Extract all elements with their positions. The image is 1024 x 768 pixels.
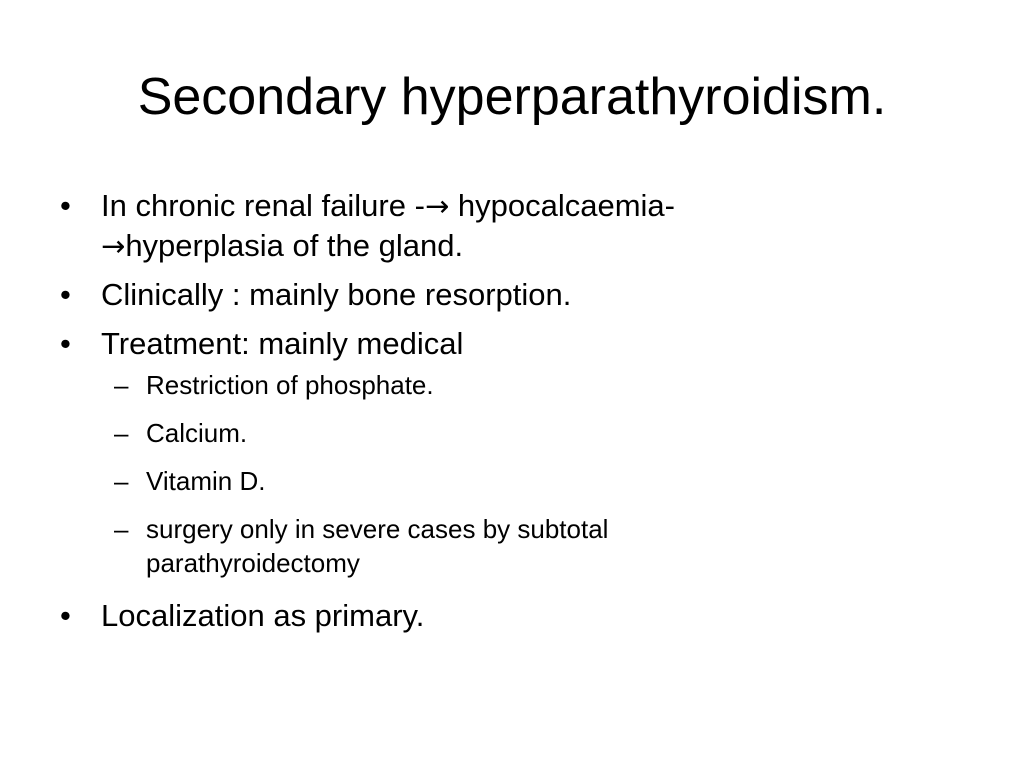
slide-content	[60, 186, 940, 654]
sub-item-text: surgery only in severe cases by subtotal parathyroidectomy	[146, 514, 609, 578]
bullet-icon: •	[60, 326, 71, 361]
bullet-text-part1: In chronic renal failure -	[101, 188, 425, 223]
dash-icon: –	[114, 370, 129, 400]
right-arrow-icon: →	[424, 189, 450, 223]
sub-item-surgery	[60, 512, 786, 580]
right-arrow-icon: →	[101, 229, 126, 263]
bullet-text-part2: hypocalcaemia-	[449, 188, 675, 223]
bullet-icon: •	[60, 188, 71, 223]
sub-item-calcium	[60, 416, 940, 450]
bullet-text: Treatment: mainly medical	[101, 326, 464, 361]
bullet-item-clinically	[60, 275, 940, 315]
sub-item-text: Restriction of phosphate.	[146, 370, 434, 400]
bullet-text: Localization as primary.	[101, 598, 425, 633]
sub-item-text: Calcium.	[146, 418, 248, 448]
bullet-item-localization	[60, 596, 940, 636]
treatment-sub-list	[60, 368, 940, 580]
bullet-icon: •	[60, 598, 71, 633]
slide-title: Secondary hyperparathyroidism.	[137, 68, 887, 126]
bullet-text-part3: hyperplasia of the gland.	[125, 228, 464, 263]
sub-item-restriction-phosphate	[60, 368, 940, 402]
bullet-item-chronic-renal-failure	[60, 186, 940, 266]
sub-item-vitamin-d	[60, 464, 940, 498]
dash-icon: –	[114, 418, 129, 448]
dash-icon: –	[114, 466, 129, 496]
bullet-icon: •	[60, 277, 71, 312]
bullet-text: Clinically : mainly bone resorption.	[101, 277, 572, 312]
sub-item-text: Vitamin D.	[146, 466, 266, 496]
bullet-item-treatment	[60, 324, 940, 364]
dash-icon: –	[114, 514, 129, 544]
